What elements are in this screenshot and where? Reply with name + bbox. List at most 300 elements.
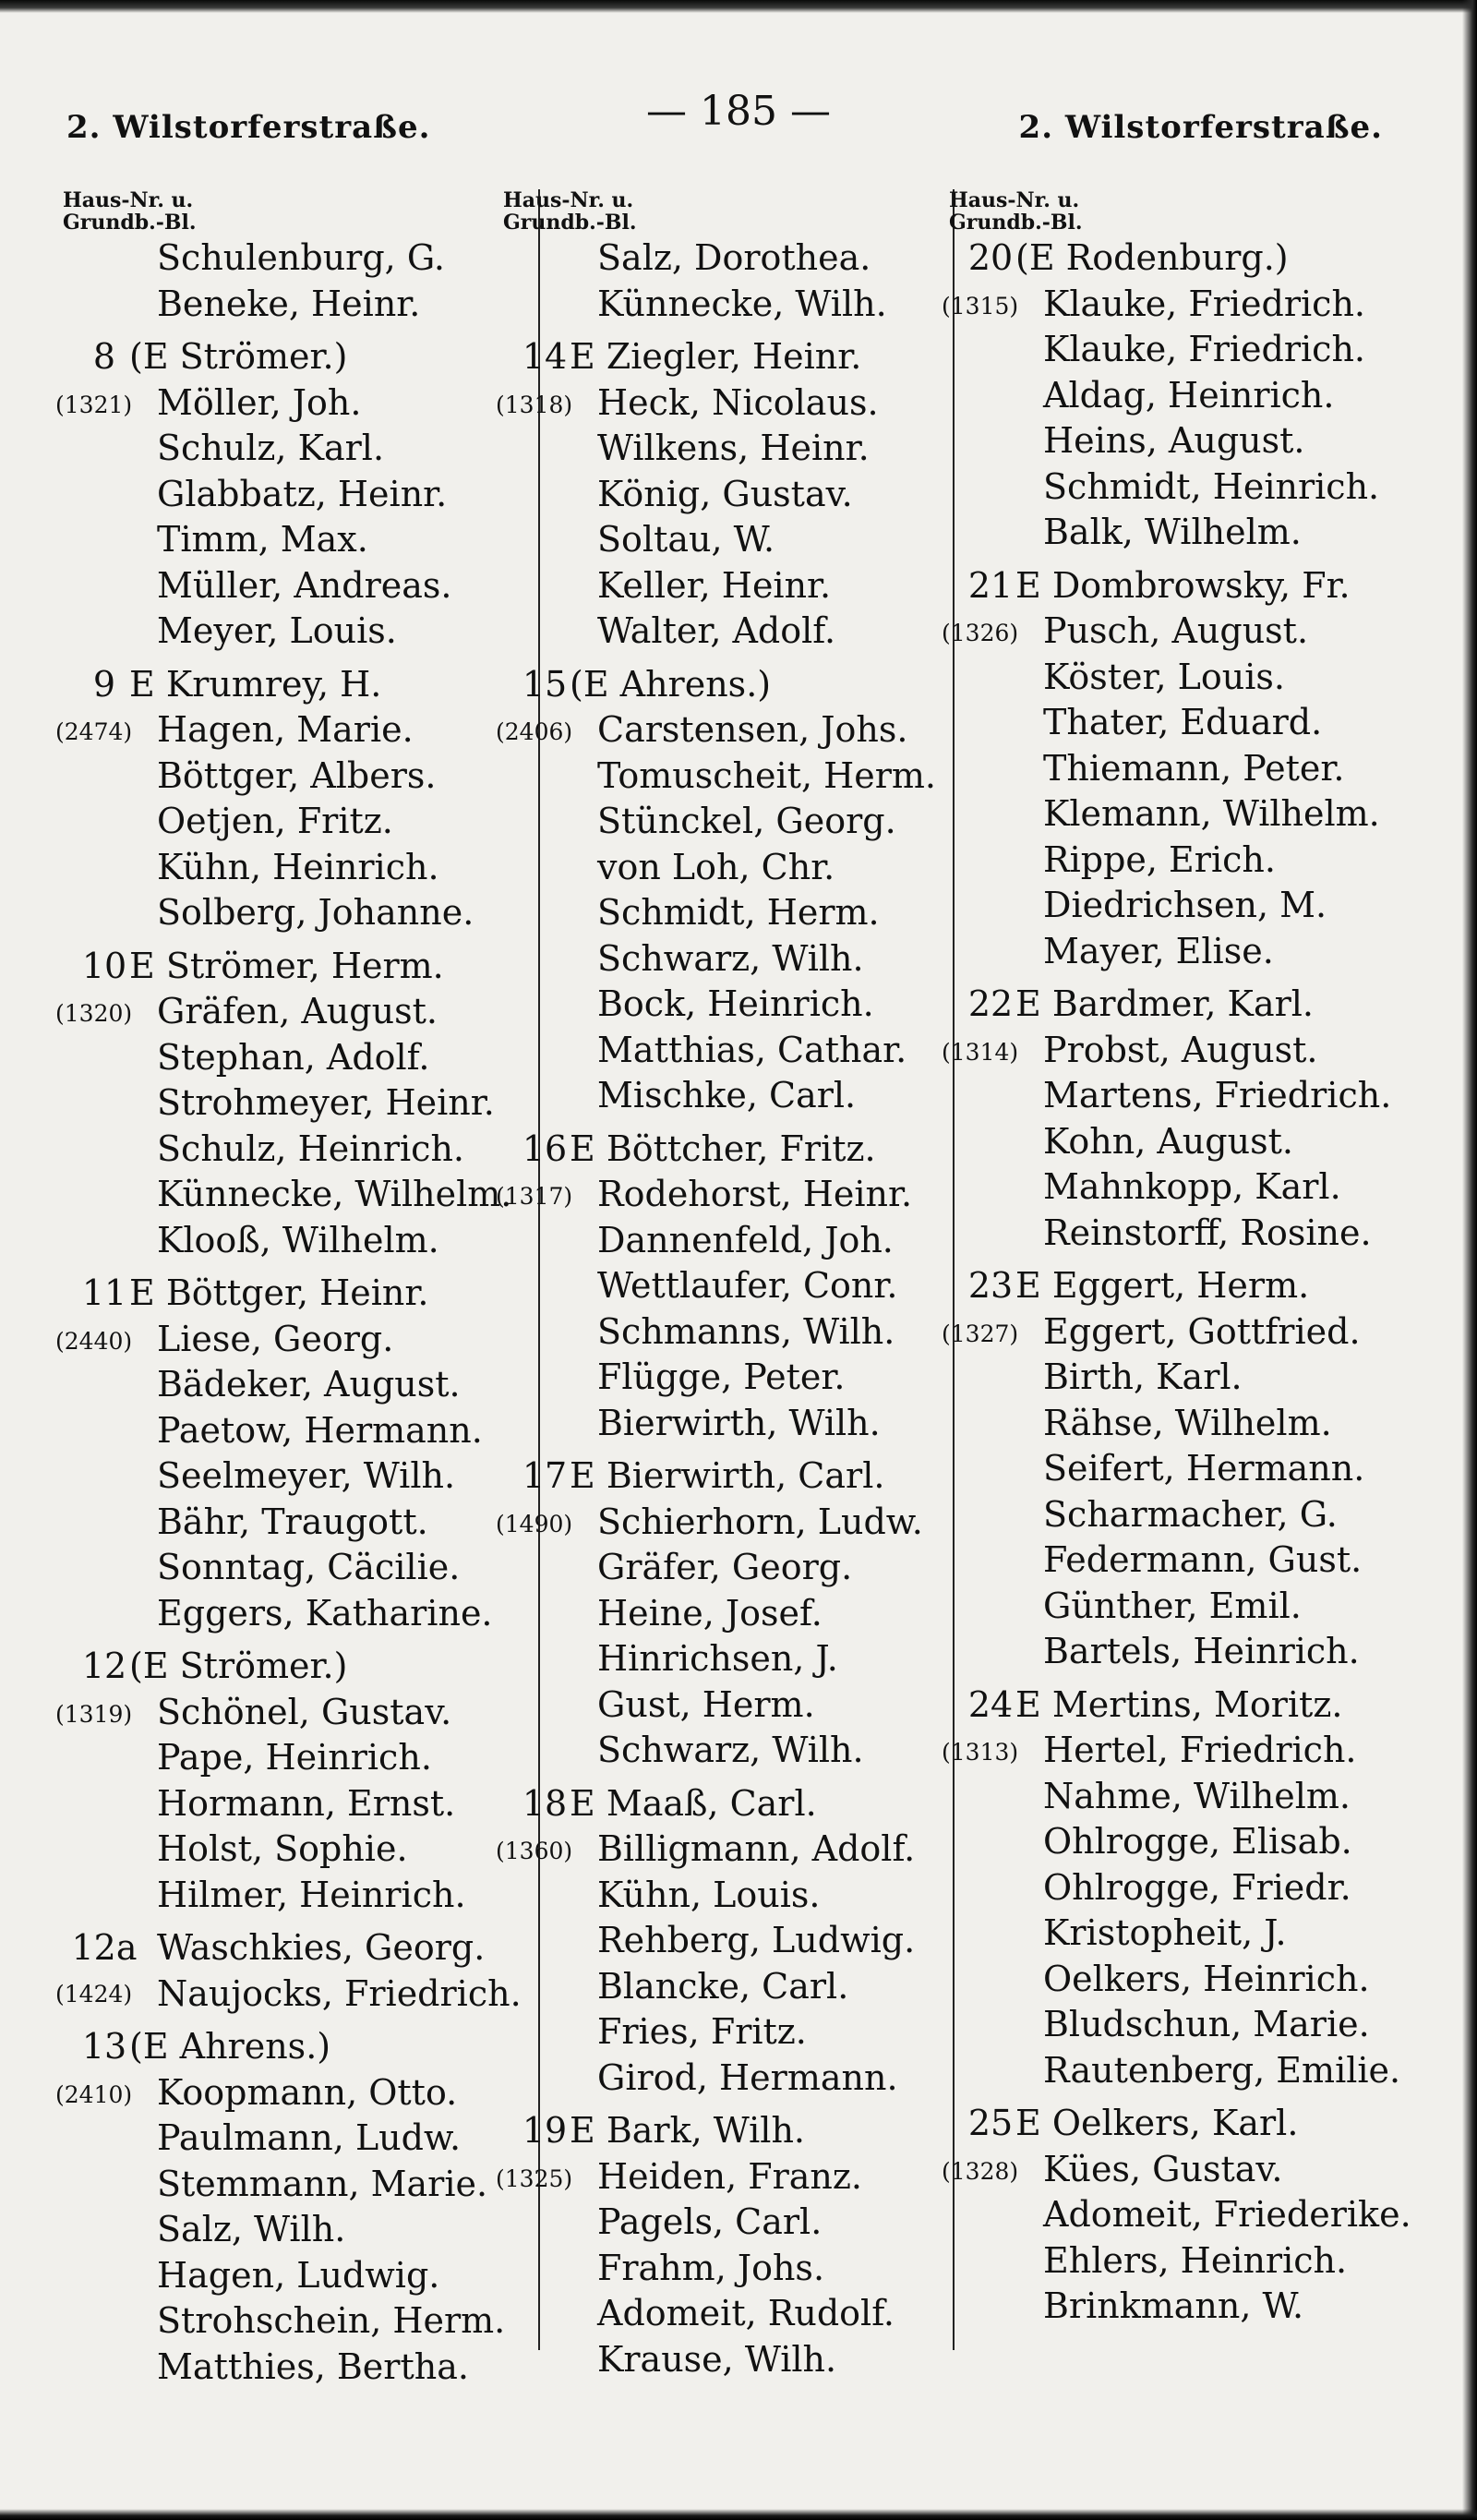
resident-row <box>503 1263 965 1309</box>
resident-name: Hagen, Ludwig. <box>157 2254 440 2296</box>
house-number: 12a <box>71 1927 138 1968</box>
column-header <box>949 189 1447 235</box>
resident-row <box>503 609 965 655</box>
resident-row <box>949 655 1447 701</box>
house-number: 17 <box>522 1455 568 1496</box>
resident-name: Mahnkopp, Karl. <box>1043 1166 1341 1207</box>
resident-row <box>949 838 1447 884</box>
resident-name: Dannenfeld, Joh. <box>597 1219 894 1260</box>
resident-name: Rehberg, Ludwig. <box>597 1920 916 1960</box>
resident-name: Matthias, Cathar. <box>597 1029 907 1070</box>
house-number: 12 <box>81 1646 127 1686</box>
house-number: 18 <box>522 1782 568 1824</box>
house-header <box>503 1127 965 1173</box>
house-entry <box>55 1925 543 2017</box>
resident-row <box>942 1728 1447 1774</box>
resident-name: Birth, Karl. <box>1043 1356 1243 1397</box>
grundbuch-number: (2406) <box>496 718 573 745</box>
house-entry <box>503 235 965 327</box>
resident-name: Sonntag, Cäcilie. <box>157 1547 461 1587</box>
resident-row <box>503 472 965 518</box>
resident-row <box>949 1401 1447 1447</box>
resident-name: Krause, Wilh. <box>597 2338 837 2380</box>
owner-name: E Ziegler, Heinr. <box>570 336 862 377</box>
house-number: 8 <box>92 336 116 377</box>
column-header-line: Grundb.-Bl. <box>949 211 1083 235</box>
house-number: 20 <box>967 237 1014 278</box>
resident-row <box>949 418 1447 464</box>
resident-name: Rippe, Erich. <box>1043 838 1276 880</box>
resident-row <box>63 1735 543 1781</box>
resident-name: Waschkies, Georg. <box>157 1927 486 1968</box>
resident-row <box>949 1957 1447 2003</box>
resident-name: Flügge, Peter. <box>597 1356 846 1397</box>
resident-name: Federmann, Gust. <box>1043 1539 1363 1580</box>
resident-name: Kühn, Heinrich. <box>157 846 439 887</box>
resident-row <box>496 1500 965 1546</box>
house-entry <box>63 235 543 327</box>
resident-row <box>503 1309 965 1356</box>
resident-name: Frahm, Johs. <box>597 2247 825 2288</box>
house-entry <box>55 662 543 936</box>
resident-name: Diedrichsen, M. <box>1043 885 1327 925</box>
resident-row <box>949 2048 1447 2094</box>
resident-name: Pagels, Carl. <box>597 2201 823 2242</box>
house-header <box>949 563 1447 609</box>
resident-row <box>503 890 965 936</box>
column-header-line: Grundb.-Bl. <box>503 211 637 235</box>
resident-name: Gräfen, August. <box>157 991 438 1031</box>
resident-name: Oetjen, Fritz. <box>157 801 393 841</box>
house-header <box>63 334 543 380</box>
resident-name: Hormann, Ernst. <box>157 1782 456 1824</box>
resident-row <box>63 1971 543 2018</box>
resident-name: Aldag, Heinrich. <box>1043 374 1335 416</box>
resident-row <box>949 2284 1447 2330</box>
running-head-right: 2. Wilstorferstraße. <box>1018 109 1383 146</box>
house-number: 25 <box>967 2103 1014 2143</box>
resident-name: Schulz, Heinrich. <box>157 1127 465 1169</box>
resident-row <box>503 1218 965 1264</box>
resident-name: Blancke, Carl. <box>597 1965 849 2007</box>
owner-name: (E Strömer.) <box>129 1646 348 1686</box>
page-number: — 185 — <box>646 88 831 135</box>
house-entry <box>942 1682 1447 2094</box>
resident-name: Beneke, Heinr. <box>157 283 421 324</box>
resident-row <box>496 380 965 427</box>
resident-name: Stephan, Adolf. <box>157 1036 430 1078</box>
resident-row <box>949 1446 1447 1492</box>
resident-name: Pusch, August. <box>1043 610 1309 651</box>
resident-name: Bähr, Traugott. <box>157 1501 428 1542</box>
house-entry <box>942 1263 1447 1675</box>
house-number: 9 <box>92 663 116 705</box>
column-header-line: Haus-Nr. u. <box>949 188 1080 212</box>
house-header <box>63 944 543 990</box>
grundbuch-number: (1424) <box>55 1980 133 2008</box>
resident-name: Holst, Sophie. <box>157 1828 408 1869</box>
resident-name: Paulmann, Ludw. <box>157 2117 462 2158</box>
resident-row <box>63 1781 543 1827</box>
resident-name: Eggers, Katharine. <box>157 1592 493 1634</box>
resident-name: Heiden, Franz. <box>597 2155 862 2197</box>
house-number: 24 <box>967 1683 1014 1725</box>
resident-row <box>503 1964 965 2010</box>
house-header <box>63 2024 543 2070</box>
scan-edge-bottom <box>0 2509 1477 2520</box>
resident-name: Klauke, Friedrich. <box>1043 283 1365 324</box>
owner-name: E Krumrey, H. <box>129 663 382 705</box>
resident-row <box>949 2192 1447 2238</box>
house-header <box>503 662 965 708</box>
resident-name: Brinkmann, W. <box>1043 2285 1304 2326</box>
grundbuch-number: (1315) <box>942 292 1019 320</box>
house-number: 13 <box>81 2026 127 2067</box>
house-header <box>503 2108 965 2154</box>
house-entry <box>942 2101 1447 2330</box>
resident-row <box>503 1028 965 1074</box>
house-header <box>63 1644 543 1690</box>
resident-row <box>63 1500 543 1546</box>
resident-row <box>503 845 965 891</box>
grundbuch-number: (1360) <box>496 1838 573 1864</box>
grundbuch-number: (1320) <box>55 1000 133 1027</box>
resident-row <box>949 1584 1447 1630</box>
resident-row <box>63 1035 543 1081</box>
resident-row <box>63 1362 543 1408</box>
resident-row <box>63 1591 543 1637</box>
resident-name: Künnecke, Wilhelm. <box>157 1174 512 1214</box>
column-header <box>503 189 965 235</box>
house-number: 16 <box>522 1127 568 1169</box>
resident-name: Seifert, Hermann. <box>1043 1448 1365 1489</box>
resident-row <box>55 1317 543 1363</box>
resident-name: Meyer, Louis. <box>157 610 397 651</box>
resident-name: Klauke, Friedrich. <box>1043 329 1365 369</box>
resident-row <box>949 700 1447 746</box>
resident-row <box>63 799 543 845</box>
resident-name: Ehlers, Heinrich. <box>1043 2239 1348 2281</box>
resident-name: Schmanns, Wilh. <box>597 1310 895 1352</box>
resident-name: König, Gustav. <box>597 473 853 514</box>
resident-name: Eggert, Gottfried. <box>1043 1310 1361 1352</box>
house-entry <box>496 334 965 655</box>
house-header <box>949 982 1447 1028</box>
resident-row <box>949 746 1447 792</box>
house-number: 10 <box>81 945 127 986</box>
resident-name: Balk, Wilhelm. <box>1043 512 1302 552</box>
column-header-line: Grundb.-Bl. <box>63 211 197 235</box>
resident-name: Bock, Heinrich. <box>597 983 874 1024</box>
resident-row <box>503 426 965 472</box>
resident-name: Carstensen, Johs. <box>597 709 908 750</box>
resident-row <box>55 2070 543 2116</box>
resident-row <box>63 2298 543 2345</box>
resident-name: Soltau, W. <box>597 519 775 560</box>
resident-row <box>949 373 1447 419</box>
resident-name: Kristopheit, J. <box>1043 1912 1287 1953</box>
owner-name: E Bark, Wilh. <box>570 2110 805 2151</box>
resident-row <box>949 1073 1447 1119</box>
column-header-line: Haus-Nr. u. <box>503 188 634 212</box>
resident-row <box>942 2147 1447 2193</box>
resident-name: Schwarz, Wilh. <box>597 1730 864 1770</box>
resident-name: Strohmeyer, Heinr. <box>157 1082 495 1123</box>
resident-row <box>503 1073 965 1119</box>
house-number: 11 <box>81 1272 127 1313</box>
resident-name: Hagen, Marie. <box>157 709 414 750</box>
house-entry <box>55 334 543 655</box>
resident-row <box>55 707 543 754</box>
column-3 <box>942 188 1447 2405</box>
resident-row <box>63 1873 543 1919</box>
resident-name: Thiemann, Peter. <box>1043 747 1345 789</box>
resident-row <box>63 282 543 328</box>
resident-name: Klooß, Wilhelm. <box>157 1219 439 1260</box>
resident-name: Böttger, Albers. <box>157 754 437 796</box>
resident-name: Möller, Joh. <box>157 381 362 423</box>
house-entry <box>496 1453 965 1774</box>
owner-name: (E Strömer.) <box>129 336 348 377</box>
resident-row <box>949 1492 1447 1538</box>
resident-row <box>63 2162 543 2208</box>
resident-row <box>949 1355 1447 1401</box>
running-head-left: 2. Wilstorferstraße. <box>66 109 431 146</box>
house-entry <box>55 1644 543 1918</box>
resident-row <box>949 1119 1447 1165</box>
resident-row <box>949 2002 1447 2048</box>
resident-row <box>503 1591 965 1637</box>
grundbuch-number: (1319) <box>55 1700 133 1728</box>
resident-row <box>949 1537 1447 1584</box>
grundbuch-number: (1318) <box>496 391 573 418</box>
resident-name: Fries, Fritz. <box>597 2011 807 2052</box>
grundbuch-number: (1326) <box>942 620 1019 646</box>
resident-name: Rautenberg, Emilie. <box>1043 2049 1401 2091</box>
grundbuch-number: (2410) <box>55 2080 133 2108</box>
house-entry <box>55 944 543 1264</box>
resident-name: Hilmer, Heinrich. <box>157 1874 466 1915</box>
resident-row <box>949 1774 1447 1820</box>
resident-name: Wettlaufer, Conr. <box>597 1265 898 1306</box>
resident-name: Kühn, Louis. <box>597 1874 821 1915</box>
resident-row <box>503 1545 965 1591</box>
column-header-line: Haus-Nr. u. <box>63 188 194 212</box>
owner-name: E Maaß, Carl. <box>570 1782 817 1824</box>
resident-name: Probst, August. <box>1043 1029 1318 1070</box>
resident-row <box>63 235 543 282</box>
house-number: 14 <box>522 336 568 377</box>
resident-row <box>63 1172 543 1218</box>
resident-row <box>503 1918 965 1964</box>
resident-name: Billigmann, Adolf. <box>597 1828 916 1869</box>
owner-name: E Mertins, Moritz. <box>1015 1683 1343 1725</box>
resident-name: Rähse, Wilhelm. <box>1043 1402 1332 1443</box>
resident-row <box>496 2154 965 2200</box>
resident-name: Heck, Nicolaus. <box>597 381 879 423</box>
resident-name: Salz, Wilh. <box>157 2209 346 2249</box>
resident-name: Nahme, Wilhelm. <box>1043 1775 1351 1816</box>
house-entry <box>55 2024 543 2390</box>
house-header <box>63 1271 543 1317</box>
owner-name: (E Ahrens.) <box>570 663 772 705</box>
resident-row <box>503 2337 965 2383</box>
owner-name: (E Rodenburg.) <box>1015 237 1289 278</box>
resident-name: Pape, Heinrich. <box>157 1737 432 1778</box>
house-header <box>949 2101 1447 2147</box>
resident-name: Kohn, August. <box>1043 1120 1293 1162</box>
house-entry <box>496 1781 965 2102</box>
resident-row <box>949 1911 1447 1957</box>
resident-name: Paetow, Hermann. <box>157 1409 483 1451</box>
house-entry <box>496 2108 965 2382</box>
grundbuch-number: (1321) <box>55 391 133 418</box>
resident-row <box>949 1211 1447 1257</box>
grundbuch-number: (1327) <box>942 1320 1019 1347</box>
resident-name: Oelkers, Heinrich. <box>1043 1958 1370 1999</box>
resident-row <box>949 327 1447 373</box>
resident-name: Schönel, Gustav. <box>157 1691 452 1732</box>
resident-row <box>503 1873 965 1919</box>
resident-name: Schierhorn, Ludw. <box>597 1501 923 1542</box>
resident-name: Wilkens, Heinr. <box>597 428 870 468</box>
resident-row <box>63 472 543 518</box>
resident-name: Gust, Herm. <box>597 1683 815 1725</box>
resident-row <box>63 1453 543 1500</box>
resident-name: Bartels, Heinrich. <box>1043 1631 1360 1671</box>
resident-row <box>949 1629 1447 1675</box>
resident-row <box>503 2009 965 2056</box>
house-entry <box>55 1271 543 1636</box>
resident-row <box>949 883 1447 929</box>
resident-name: Adomeit, Friederike. <box>1043 2194 1411 2235</box>
resident-row <box>63 2116 543 2162</box>
resident-name: Koopmann, Otto. <box>157 2071 458 2113</box>
resident-name: Scharmacher, G. <box>1043 1493 1338 1535</box>
resident-name: Hertel, Friedrich. <box>1043 1730 1357 1770</box>
house-header <box>503 1453 965 1500</box>
resident-name: Hinrichsen, J. <box>597 1638 838 1679</box>
house-header <box>63 662 543 708</box>
column-2 <box>496 188 965 2405</box>
resident-row <box>63 426 543 472</box>
resident-name: Reinstorff, Rosine. <box>1043 1212 1372 1253</box>
house-header <box>949 1682 1447 1729</box>
resident-row <box>63 1080 543 1127</box>
resident-row <box>55 1690 543 1736</box>
resident-name: Schulz, Karl. <box>157 428 385 468</box>
resident-name: Künnecke, Wilh. <box>597 283 887 324</box>
resident-row <box>55 989 543 1035</box>
resident-row <box>503 2246 965 2292</box>
resident-row <box>949 510 1447 556</box>
resident-row <box>63 890 543 936</box>
resident-row <box>949 929 1447 975</box>
resident-row <box>496 1827 965 1873</box>
resident-row <box>503 2056 965 2102</box>
resident-row <box>503 282 965 328</box>
resident-name: Mayer, Elise. <box>1043 930 1274 971</box>
resident-name: Gräfer, Georg. <box>597 1547 853 1587</box>
scan-edge-top <box>0 0 1477 13</box>
resident-row <box>503 799 965 845</box>
resident-name: Stünckel, Georg. <box>597 801 896 841</box>
house-number: 22 <box>967 983 1014 1024</box>
resident-row <box>949 791 1447 838</box>
resident-row <box>503 936 965 983</box>
grundbuch-number: (1314) <box>942 1038 1019 1066</box>
resident-name: Thater, Eduard. <box>1043 702 1323 742</box>
resident-name: Ohlrogge, Elisab. <box>1043 1821 1352 1862</box>
resident-row <box>942 1309 1447 1356</box>
resident-row <box>503 563 965 609</box>
resident-row <box>63 754 543 800</box>
resident-row <box>503 982 965 1028</box>
resident-name: Timm, Max. <box>157 519 368 560</box>
resident-name: von Loh, Chr. <box>597 846 835 887</box>
owner-name: E Böttcher, Fritz. <box>570 1127 876 1169</box>
column-header <box>63 189 543 235</box>
resident-row <box>55 380 543 427</box>
resident-row <box>63 1545 543 1591</box>
resident-name: Girod, Hermann. <box>597 2056 898 2098</box>
resident-name: Glabbatz, Heinr. <box>157 473 448 514</box>
house-entry <box>942 235 1447 556</box>
resident-row <box>503 235 965 282</box>
resident-row <box>949 1865 1447 1911</box>
grundbuch-number: (1325) <box>496 2164 573 2192</box>
resident-name: Walter, Adolf. <box>597 610 836 651</box>
resident-name: Liese, Georg. <box>157 1318 394 1359</box>
house-entry <box>496 1127 965 1447</box>
resident-row <box>63 1408 543 1454</box>
resident-row <box>63 845 543 891</box>
resident-name: Müller, Andreas. <box>157 564 452 606</box>
resident-name: Martens, Friedrich. <box>1043 1075 1392 1115</box>
house-number: 19 <box>522 2110 568 2151</box>
resident-name: Stemmann, Marie. <box>157 2163 488 2204</box>
owner-name: E Oelkers, Karl. <box>1015 2103 1299 2143</box>
scan-edge-right <box>1462 0 1477 2520</box>
owner-name: E Strömer, Herm. <box>129 945 444 986</box>
column-1 <box>55 188 543 2405</box>
resident-name: Schwarz, Wilh. <box>597 937 864 979</box>
resident-row <box>63 563 543 609</box>
resident-name: Naujocks, Friedrich. <box>157 1972 522 2014</box>
resident-row <box>949 2238 1447 2285</box>
house-number: 21 <box>967 564 1014 606</box>
resident-row <box>503 754 965 800</box>
house-number: 15 <box>522 663 568 705</box>
house-header <box>949 1263 1447 1309</box>
resident-name: Mischke, Carl. <box>597 1075 857 1115</box>
grundbuch-number: (1317) <box>496 1183 573 1210</box>
resident-row <box>63 1218 543 1264</box>
resident-name: Salz, Dorothea. <box>597 237 871 278</box>
resident-row <box>63 2345 543 2391</box>
resident-row <box>63 1127 543 1173</box>
resident-row <box>503 2291 965 2337</box>
resident-row <box>949 1164 1447 1211</box>
grundbuch-number: (1490) <box>496 1510 573 1537</box>
house-header <box>503 1781 965 1827</box>
resident-row <box>503 1401 965 1447</box>
resident-name: Schulenburg, G. <box>157 237 445 278</box>
resident-row <box>949 1819 1447 1865</box>
resident-name: Tomuscheit, Herm. <box>597 754 937 796</box>
owner-name: E Bierwirth, Carl. <box>570 1455 885 1496</box>
resident-name: Heins, August. <box>1043 420 1305 461</box>
